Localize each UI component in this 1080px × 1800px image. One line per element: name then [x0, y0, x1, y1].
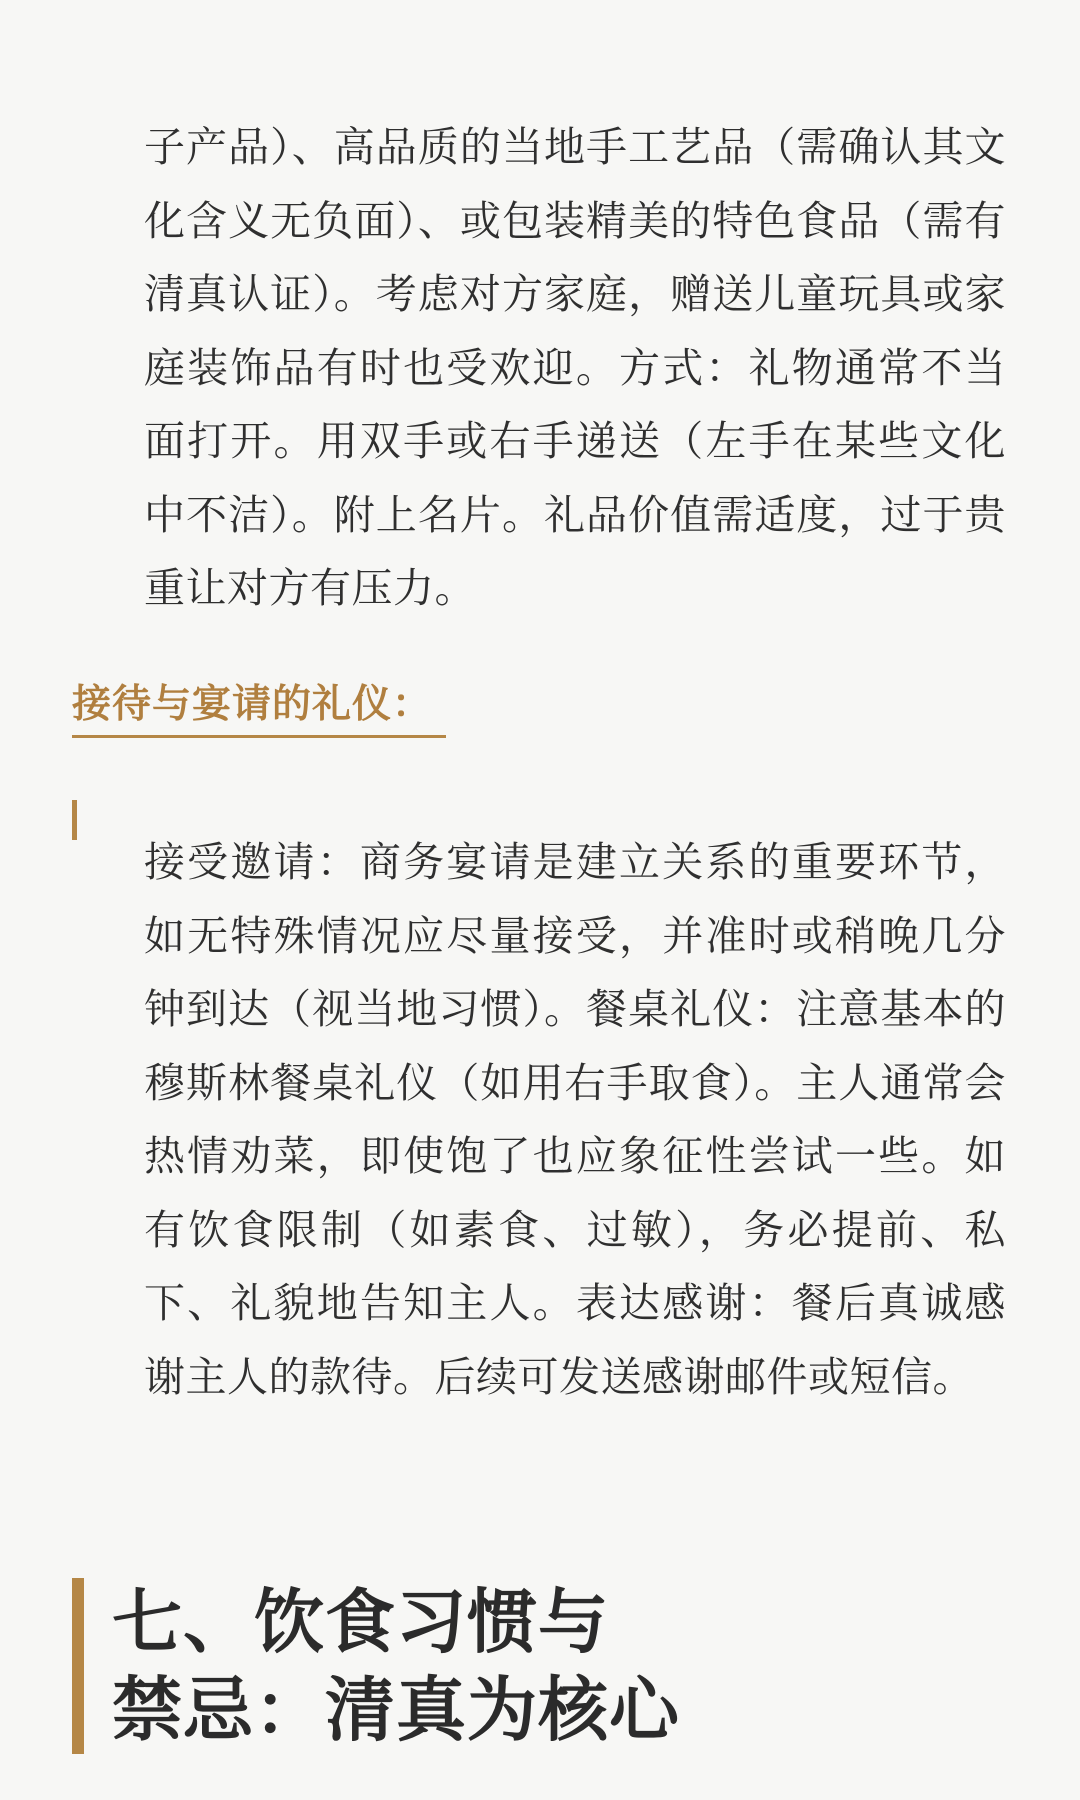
gift-etiquette-paragraph: 子产品）、高品质的当地手工艺品（需确认其文化含义无负面）、或包装精美的特色食品（需有清真认证）。考虑对方家庭，赠送儿童玩具或家庭装饰品有时也受欢迎。方式：礼物通常不当面打开。用双手或右手递送（左手在某些文化中不洁）。附上名片。礼品价值需适度，过于贵重让对方有压力。	[144, 123, 1006, 612]
chapter-heading-line-one: 七、饮食习惯与	[112, 1581, 609, 1664]
paragraph-accent-bar	[72, 800, 77, 840]
chapter-heading-line-two: 禁忌：清真为核心	[112, 1669, 680, 1752]
reception-banquet-paragraph: 接受邀请：商务宴请是建立关系的重要环节，如无特殊情况应尽量接受，并准时或稍晚几分钟到达（视当地习惯）。餐桌礼仪：注意基本的穆斯林餐桌礼仪（如用右手取食）。主人通常会热情劝菜，即使饱了也应象征性尝试一些。如有饮食限制（如素食、过敏），务必提前、私下、礼貌地告知主人。表达感谢：餐后真诚感谢主人的款待。后续可发送感谢邮件或短信。	[144, 838, 1006, 1401]
chapter-seven-heading	[72, 1578, 832, 1754]
reception-banquet-etiquette-heading: 接待与宴请的礼仪：	[72, 675, 446, 738]
